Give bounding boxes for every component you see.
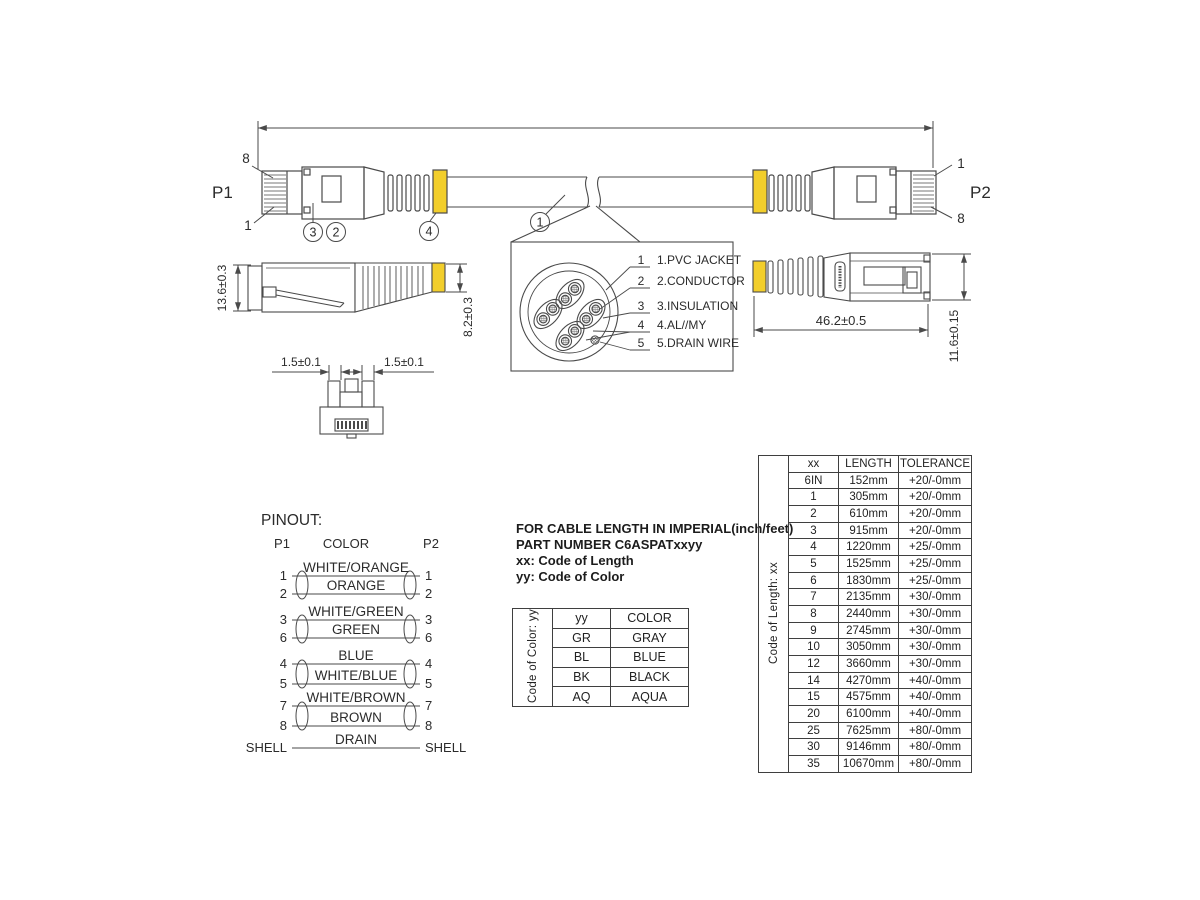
imperial-note-line3: xx: Code of Length bbox=[516, 553, 634, 568]
callout-3: 3 bbox=[309, 225, 317, 240]
ct-cell: AQUA bbox=[611, 687, 689, 707]
lt-cell: +40/-0mm bbox=[899, 689, 972, 706]
pinout-r2-color: WHITE/GREEN bbox=[308, 604, 404, 619]
legend-num-5: 5 bbox=[637, 336, 645, 350]
pinout-r1-p2: 2 bbox=[425, 586, 433, 601]
lt-cell: 6IN bbox=[789, 472, 839, 489]
dim-boot-od: 8.2±0.3 bbox=[461, 297, 475, 337]
pinout-r0-p2: 1 bbox=[425, 568, 433, 583]
lt-cell: 7625mm bbox=[839, 722, 899, 739]
plug-front-view bbox=[320, 379, 383, 438]
pinout-header-color: COLOR bbox=[322, 536, 370, 551]
pinout-r3-color: GREEN bbox=[331, 622, 381, 637]
plug-side-view bbox=[248, 263, 445, 312]
p1-label: P1 bbox=[212, 183, 233, 202]
pinout-r4-color: BLUE bbox=[338, 648, 374, 663]
lt-cell: 1220mm bbox=[839, 539, 899, 556]
ct-cell: BLUE bbox=[611, 648, 689, 668]
pinout-r8-p2: SHELL bbox=[425, 740, 467, 755]
lt-cell: 8 bbox=[789, 606, 839, 623]
lt-cell: 2440mm bbox=[839, 606, 899, 623]
p1-pin8-label: 8 bbox=[242, 151, 250, 166]
p2-connector-drawing bbox=[753, 167, 936, 219]
p2-pin1-label: 1 bbox=[957, 156, 965, 171]
pinout-r4-p2: 4 bbox=[425, 656, 433, 671]
pinout-r3-p1: 6 bbox=[279, 630, 287, 645]
legend-num-2: 2 bbox=[637, 274, 645, 288]
lt-cell: 14 bbox=[789, 672, 839, 689]
lt-cell: 4 bbox=[789, 539, 839, 556]
legend-num-4: 4 bbox=[637, 318, 645, 332]
color-code-table bbox=[512, 608, 689, 707]
pinout-r6-p1: 7 bbox=[279, 698, 287, 713]
length-table-vertical-label: Code of Length: xx bbox=[759, 456, 789, 773]
front-pins bbox=[337, 421, 367, 429]
color-table-vertical-label: Code of Color: yy bbox=[513, 609, 553, 707]
lt-cell: 30 bbox=[789, 739, 839, 756]
pinout-r8-p1: SHELL bbox=[245, 740, 287, 755]
lt-cell: 6100mm bbox=[839, 706, 899, 723]
lt-cell: +80/-0mm bbox=[899, 756, 972, 773]
lt-cell: 3050mm bbox=[839, 639, 899, 656]
legend-label-1: 1.PVC JACKET bbox=[657, 253, 742, 267]
pinout-header-p1: P1 bbox=[274, 536, 290, 551]
p2-yellow-band bbox=[753, 170, 767, 213]
lt-cell: +25/-0mm bbox=[899, 556, 972, 573]
p2-label: P2 bbox=[970, 183, 991, 202]
legend-num-3: 3 bbox=[637, 299, 645, 313]
pinout-title: PINOUT: bbox=[261, 512, 323, 529]
lt-cell: 15 bbox=[789, 689, 839, 706]
lt-cell: 305mm bbox=[839, 489, 899, 506]
lt-cell: 610mm bbox=[839, 506, 899, 523]
pinout-r7-p2: 8 bbox=[425, 718, 433, 733]
dim-boot-length: 46.2±0.5 bbox=[815, 313, 867, 328]
ct-cell: BK bbox=[553, 667, 611, 687]
ct-cell: AQ bbox=[553, 687, 611, 707]
pinout-r4-p1: 4 bbox=[279, 656, 287, 671]
lt-cell: 10670mm bbox=[839, 756, 899, 773]
lt-cell: +20/-0mm bbox=[899, 522, 972, 539]
lt-cell: 9 bbox=[789, 622, 839, 639]
lt-cell: 7 bbox=[789, 589, 839, 606]
boot-detail-view bbox=[753, 253, 930, 301]
color-table-header-yy: yy bbox=[553, 609, 611, 629]
lt-cell: +30/-0mm bbox=[899, 589, 972, 606]
legend-label-2: 2.CONDUCTOR bbox=[657, 274, 745, 288]
legend-label-4: 4.AL//MY bbox=[657, 318, 707, 332]
lt-cell: +40/-0mm bbox=[899, 672, 972, 689]
imperial-note bbox=[516, 521, 793, 585]
pinout-r3-p2: 6 bbox=[425, 630, 433, 645]
lt-cell: 4575mm bbox=[839, 689, 899, 706]
length-table-header-xx: xx bbox=[789, 456, 839, 473]
p1-contact-hatch bbox=[264, 175, 286, 211]
pinout-r1-p1: 2 bbox=[279, 586, 287, 601]
pinout-r6-p2: 7 bbox=[425, 698, 433, 713]
lt-cell: +25/-0mm bbox=[899, 572, 972, 589]
drain-wire bbox=[591, 336, 599, 344]
lt-cell: +30/-0mm bbox=[899, 622, 972, 639]
pinout-r0-p1: 1 bbox=[279, 568, 287, 583]
pinout-r2-p2: 3 bbox=[425, 612, 433, 627]
legend-label-5: 5.DRAIN WIRE bbox=[657, 336, 740, 350]
lt-cell: 25 bbox=[789, 722, 839, 739]
lt-cell: +80/-0mm bbox=[899, 739, 972, 756]
lt-cell: 20 bbox=[789, 706, 839, 723]
lt-cell: 915mm bbox=[839, 522, 899, 539]
lt-cell: 3 bbox=[789, 522, 839, 539]
callout-2: 2 bbox=[332, 225, 340, 240]
lt-cell: +30/-0mm bbox=[899, 639, 972, 656]
length-table-header-length: LENGTH bbox=[839, 456, 899, 473]
lt-cell: 1525mm bbox=[839, 556, 899, 573]
cable-drawing bbox=[447, 177, 753, 207]
dim-plug-width: 11.6±0.15 bbox=[947, 309, 961, 363]
ct-cell: BL bbox=[553, 648, 611, 668]
pinout-header-p2: P2 bbox=[423, 536, 439, 551]
ct-cell: GRAY bbox=[611, 628, 689, 648]
p2-pin8-label: 8 bbox=[957, 211, 965, 226]
imperial-note-line1: FOR CABLE LENGTH IN IMPERIAL(inch/feet) bbox=[516, 521, 794, 536]
lt-cell: +80/-0mm bbox=[899, 722, 972, 739]
p1-pin1-label: 1 bbox=[244, 218, 252, 233]
lt-cell: +20/-0mm bbox=[899, 472, 972, 489]
overall-length-dimension bbox=[258, 121, 933, 169]
pinout-r6-color: WHITE/BROWN bbox=[306, 690, 406, 705]
lt-cell: +40/-0mm bbox=[899, 706, 972, 723]
ct-cell: BLACK bbox=[611, 667, 689, 687]
pinout-r5-p2: 5 bbox=[425, 676, 433, 691]
ct-cell: GR bbox=[553, 628, 611, 648]
p2-contact-hatch bbox=[913, 175, 934, 211]
side-yellow-band bbox=[432, 263, 445, 292]
lt-cell: 152mm bbox=[839, 472, 899, 489]
callout-4: 4 bbox=[425, 224, 433, 239]
lt-cell: 9146mm bbox=[839, 739, 899, 756]
lt-cell: +20/-0mm bbox=[899, 506, 972, 523]
lt-cell: 4270mm bbox=[839, 672, 899, 689]
lt-cell: 6 bbox=[789, 572, 839, 589]
lt-cell: +25/-0mm bbox=[899, 539, 972, 556]
dim-contact-left: 1.5±0.1 bbox=[281, 355, 321, 369]
lt-cell: 1 bbox=[789, 489, 839, 506]
pinout-r8-color: DRAIN bbox=[334, 732, 378, 747]
dim-plug-height: 13.6±0.3 bbox=[215, 264, 229, 312]
pinout-r1-color: ORANGE bbox=[326, 578, 386, 593]
lt-cell: 5 bbox=[789, 556, 839, 573]
lt-cell: 3660mm bbox=[839, 656, 899, 673]
lt-cell: 12 bbox=[789, 656, 839, 673]
pinout-r2-p1: 3 bbox=[279, 612, 287, 627]
lt-cell: 35 bbox=[789, 756, 839, 773]
callout-1: 1 bbox=[536, 215, 544, 230]
imperial-note-line4: yy: Code of Color bbox=[516, 569, 625, 584]
pinout-r7-color: BROWN bbox=[330, 710, 382, 725]
dim-contact-right: 1.5±0.1 bbox=[384, 355, 424, 369]
lt-cell: 2135mm bbox=[839, 589, 899, 606]
lt-cell: 2745mm bbox=[839, 622, 899, 639]
lt-cell: 1830mm bbox=[839, 572, 899, 589]
pinout-r0-color: WHITE/ORANGE bbox=[303, 560, 409, 575]
imperial-note-line2: PART NUMBER C6ASPATxxyy bbox=[516, 537, 703, 552]
length-table-header-tolerance: TOLERANCE bbox=[899, 456, 972, 473]
lt-cell: 2 bbox=[789, 506, 839, 523]
color-table-header-color: COLOR bbox=[611, 609, 689, 629]
p1-yellow-band bbox=[433, 170, 447, 213]
pinout-r5-color: WHITE/BLUE bbox=[314, 668, 398, 683]
pinout-r7-p1: 8 bbox=[279, 718, 287, 733]
lt-cell: +30/-0mm bbox=[899, 656, 972, 673]
lt-cell: +30/-0mm bbox=[899, 606, 972, 623]
legend-label-3: 3.INSULATION bbox=[657, 299, 739, 313]
lt-cell: +20/-0mm bbox=[899, 489, 972, 506]
legend-num-1: 1 bbox=[637, 253, 645, 267]
length-code-table bbox=[758, 455, 972, 773]
pinout-r5-p1: 5 bbox=[279, 676, 287, 691]
detail-yellow-band bbox=[753, 261, 766, 292]
lt-cell: 10 bbox=[789, 639, 839, 656]
p1-connector-drawing bbox=[262, 167, 447, 219]
